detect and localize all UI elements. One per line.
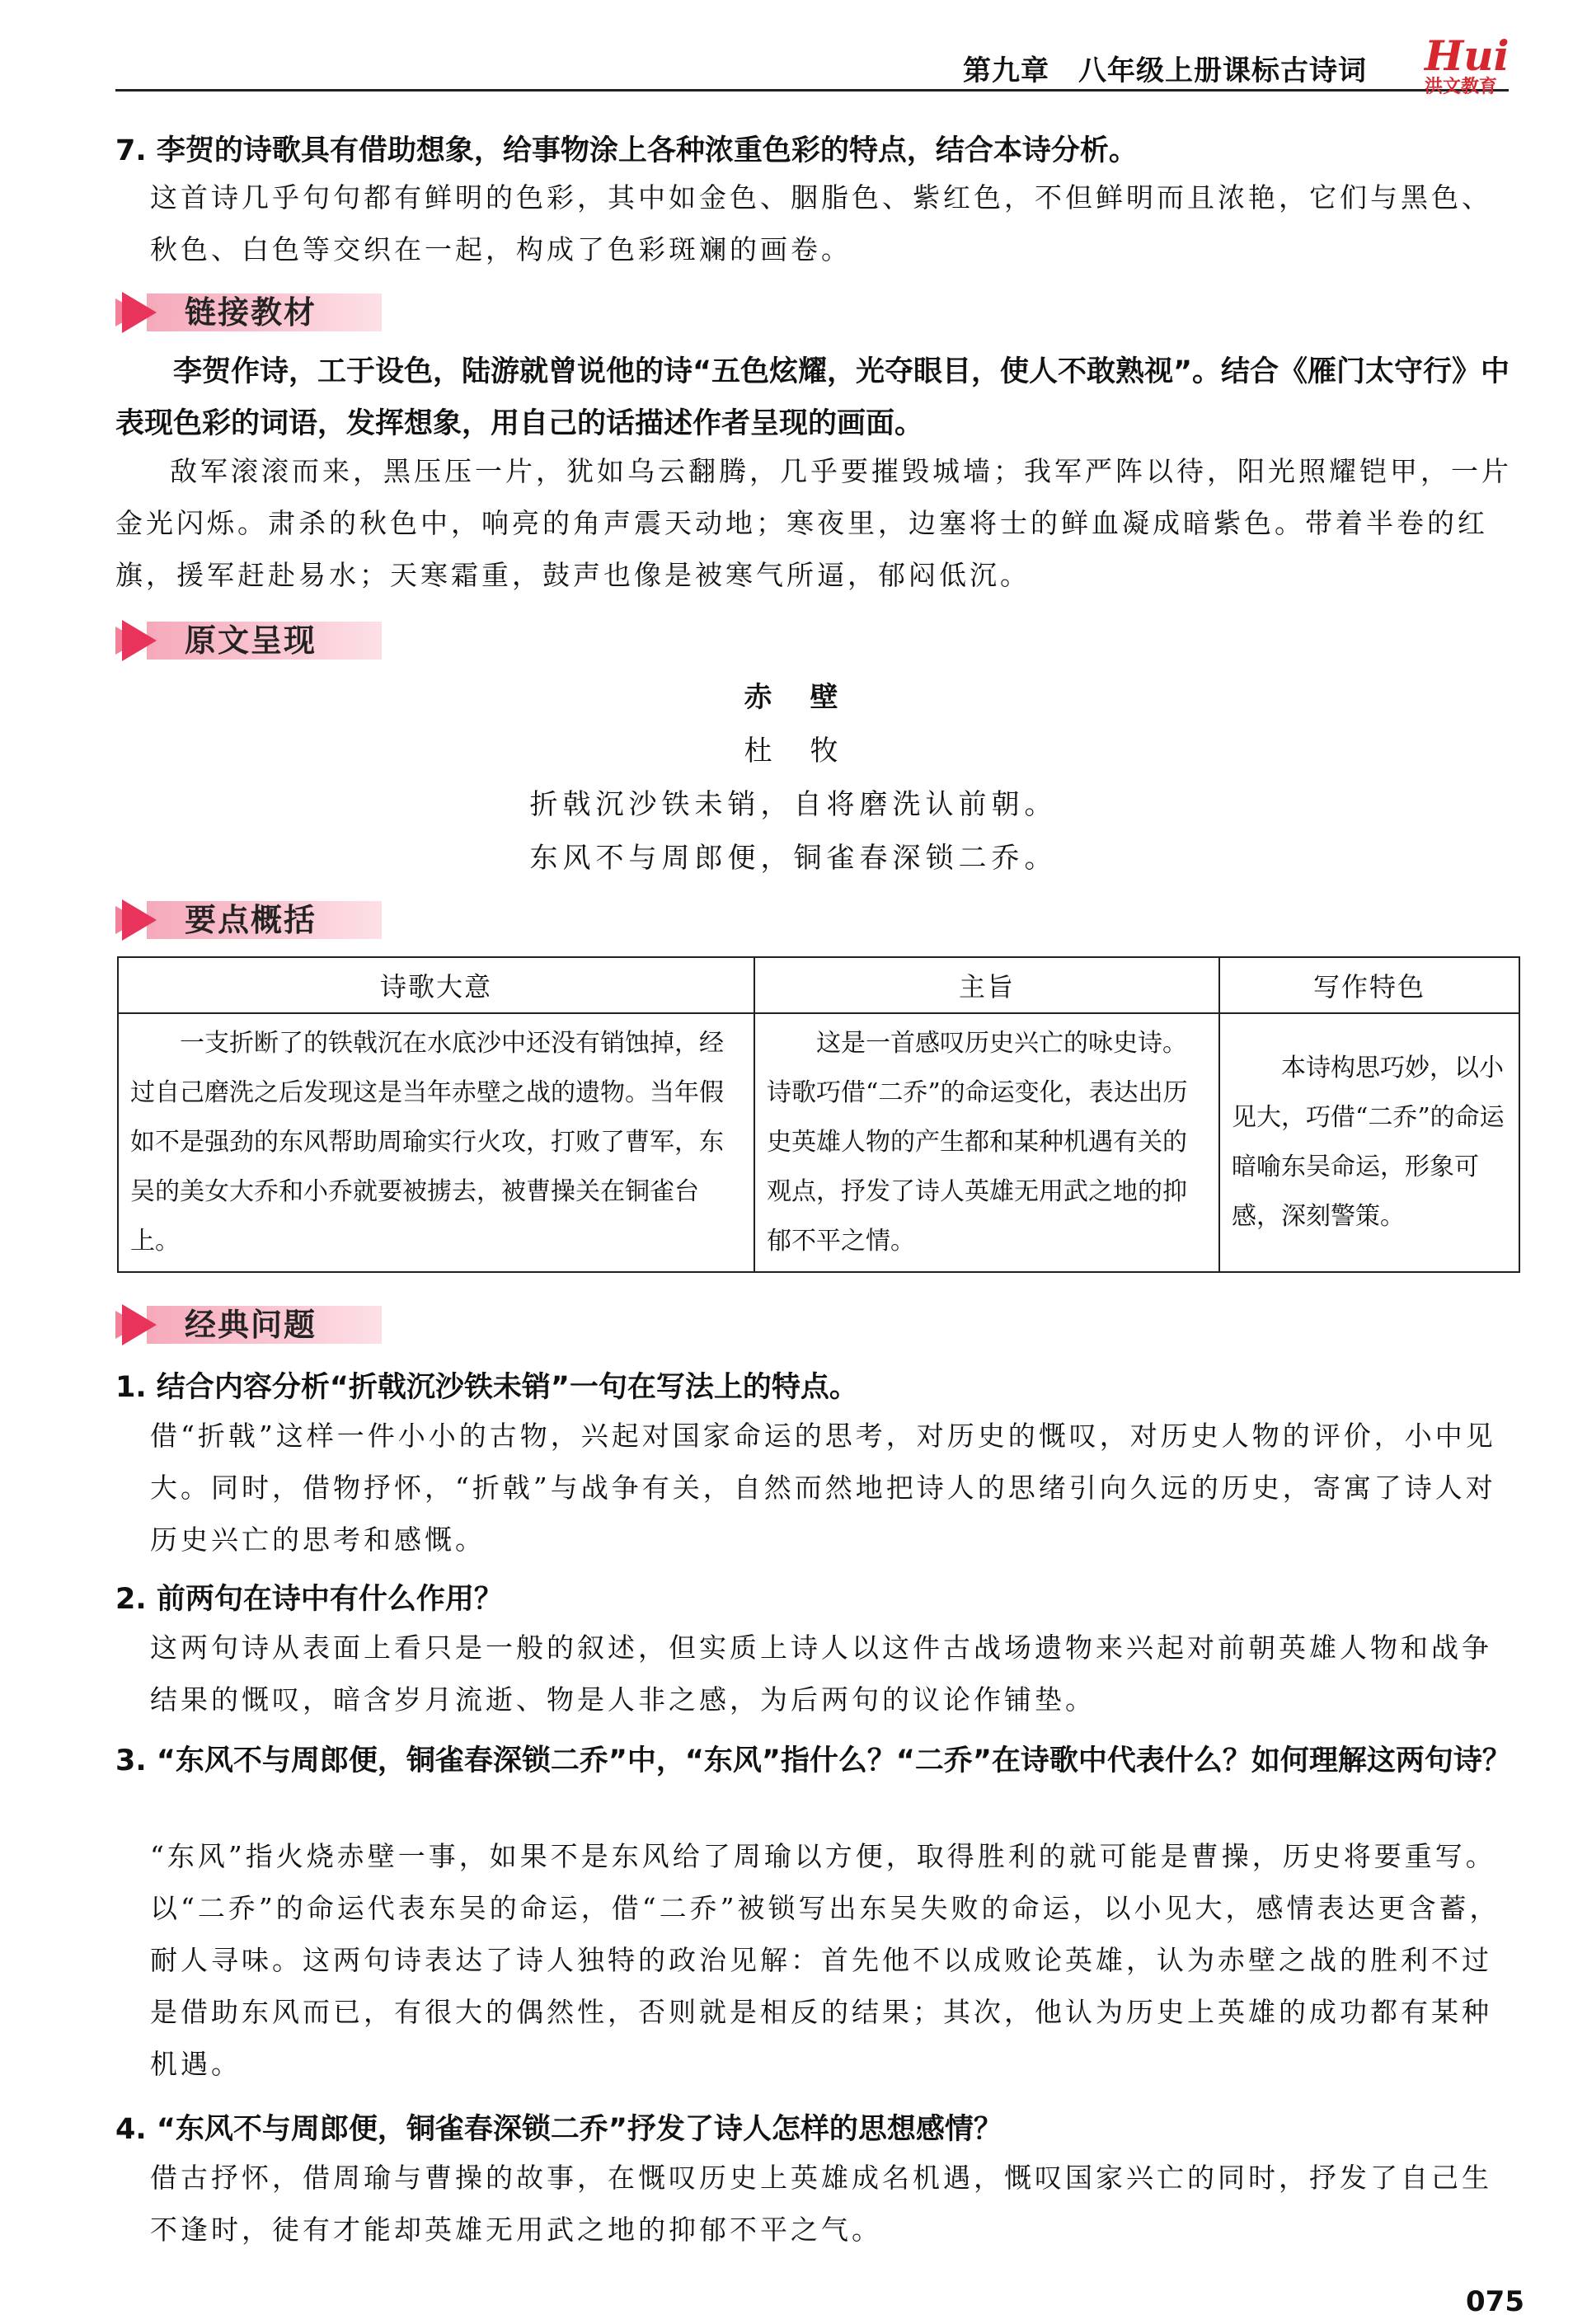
section-label: 经典问题 [185, 1307, 317, 1343]
poem-line-2: 东风不与周郎便，铜雀春深锁二乔。 [529, 842, 1058, 875]
question-1: 1. 结合内容分析“折戟沉沙铁未销”一句在写法上的特点。 [115, 1371, 858, 1404]
link-prompt: 李贺作诗，工于设色，陆游就曾说他的诗“五色炫耀，光夺眼目，使人不敢熟视”。结合《雁门太守行》中表现色彩的词语，发挥想象，用自己的话描述作者呈现的画面。 [115, 355, 1510, 440]
section-classic-questions [115, 1301, 383, 1349]
answer-4: 借古抒怀，借周瑜与曹操的故事，在慨叹历史上英雄成名机遇，慨叹国家兴亡的同时，抒发了自己生不逢时，徒有才能却英雄无用武之地的抑郁不平之气。 [150, 2162, 1492, 2246]
section-label: 要点概括 [185, 902, 317, 938]
header-rule [115, 89, 1509, 92]
section-original-text [115, 617, 383, 664]
question-7: 7. 李贺的诗歌具有借助想象，给事物涂上各种浓重色彩的特点，结合本诗分析。 [115, 134, 1138, 167]
table-cell-theme: 这是一首感叹历史兴亡的咏史诗。诗歌巧借“二乔”的命运变化，表达出历史英雄人物的产生都和某种机遇有关的观点，抒发了诗人英雄无用武之地的抑郁不平之情。 [754, 1013, 1219, 1272]
table-cell-features: 本诗构思巧妙，以小见大，巧借“二乔”的命运暗喻东吴命运，形象可感，深刻警策。 [1219, 1013, 1519, 1272]
question-3: 3. “东风不与周郎便，铜雀春深锁二乔”中，“东风”指什么？“二乔”在诗歌中代表什么？如何理解这两句诗？ [115, 1744, 1511, 1777]
section-label: 链接教材 [185, 294, 317, 331]
answer-1: 借“折戟”这样一件小小的古物，兴起对国家命运的思考，对历史的慨叹，对历史人物的评价，小中见大。同时，借物抒怀，“折戟”与战争有关，自然而然地把诗人的思绪引向久远的历史，寄寓了诗人对历史兴亡的思考和感慨。 [150, 1420, 1496, 1556]
chapter-header: 第九章 八年级上册课标古诗词 [963, 54, 1367, 87]
table-row [118, 1013, 1519, 1272]
answer-2: 这两句诗从表面上看只是一般的叙述，但实质上诗人以这件古战场遗物来兴起对前朝英雄人物和战争结果的慨叹，暗含岁月流逝、物是人非之感，为后两句的议论作铺垫。 [150, 1631, 1492, 1716]
section-label: 原文呈现 [185, 622, 317, 659]
table-header: 写作特色 [1219, 957, 1519, 1013]
table-header-row [118, 957, 1519, 1013]
answer-7: 这首诗几乎句句都有鲜明的色彩，其中如金色、胭脂色、紫红色，不但鲜明而且浓艳，它们与黑色、秋色、白色等交织在一起，构成了色彩斑斓的画卷。 [150, 181, 1492, 265]
section-key-points [115, 896, 383, 944]
link-answer: 敌军滚滚而来，黑压压一片，犹如乌云翻腾，几乎要摧毁城墙；我军严阵以待，阳光照耀铠甲，一片金光闪烁。肃杀的秋色中，响亮的角声震天动地；寒夜里，边塞将士的鲜血凝成暗紫色。带着半卷的红旗，援军赶赴易水；天寒霜重，鼓声也像是被寒气所逼，郁闷低沉。 [115, 455, 1512, 591]
table-header: 诗歌大意 [118, 957, 754, 1013]
summary-table [117, 956, 1520, 1273]
logo-text: 洪文教育 [1425, 77, 1498, 97]
answer-3: “东风”指火烧赤壁一事，如果不是东风给了周瑜以方便，取得胜利的就可能是曹操，历史将要重写。以“二乔”的命运代表东吴的命运，借“二乔”被锁写出东吴失败的命运，以小见大，感情表达更含蓄，耐人寻味。这两句诗表达了诗人独特的政治见解：首先他不以成败论英雄，认为赤壁之战的胜利不过是借助东风而已，有很大的偶然性，否则就是相反的结果；其次，他认为历史上英雄的成功都有某种机遇。 [150, 1840, 1500, 2080]
poem-author: 杜 牧 [744, 735, 843, 768]
section-link-textbook [115, 289, 383, 336]
publisher-logo [1425, 31, 1532, 101]
logo-mark: Hui [1425, 31, 1510, 80]
table-header: 主旨 [754, 957, 1219, 1013]
page-number: 075 [1466, 2285, 1524, 2318]
question-4: 4. “东风不与周郎便，铜雀春深锁二乔”抒发了诗人怎样的思想感情？ [115, 2113, 1002, 2146]
poem-line-1: 折戟沉沙铁未销，自将磨洗认前朝。 [529, 788, 1058, 821]
question-2: 2. 前两句在诗中有什么作用？ [115, 1583, 503, 1616]
table-cell-meaning: 一支折断了的铁戟沉在水底沙中还没有销蚀掉，经过自己磨洗之后发现这是当年赤壁之战的遗物。当年假如不是强劲的东风帮助周瑜实行火攻，打败了曹军，东吴的美女大乔和小乔就要被掳去，被曹操关在铜雀台上。 [118, 1013, 754, 1272]
poem-title: 赤 壁 [744, 681, 843, 714]
